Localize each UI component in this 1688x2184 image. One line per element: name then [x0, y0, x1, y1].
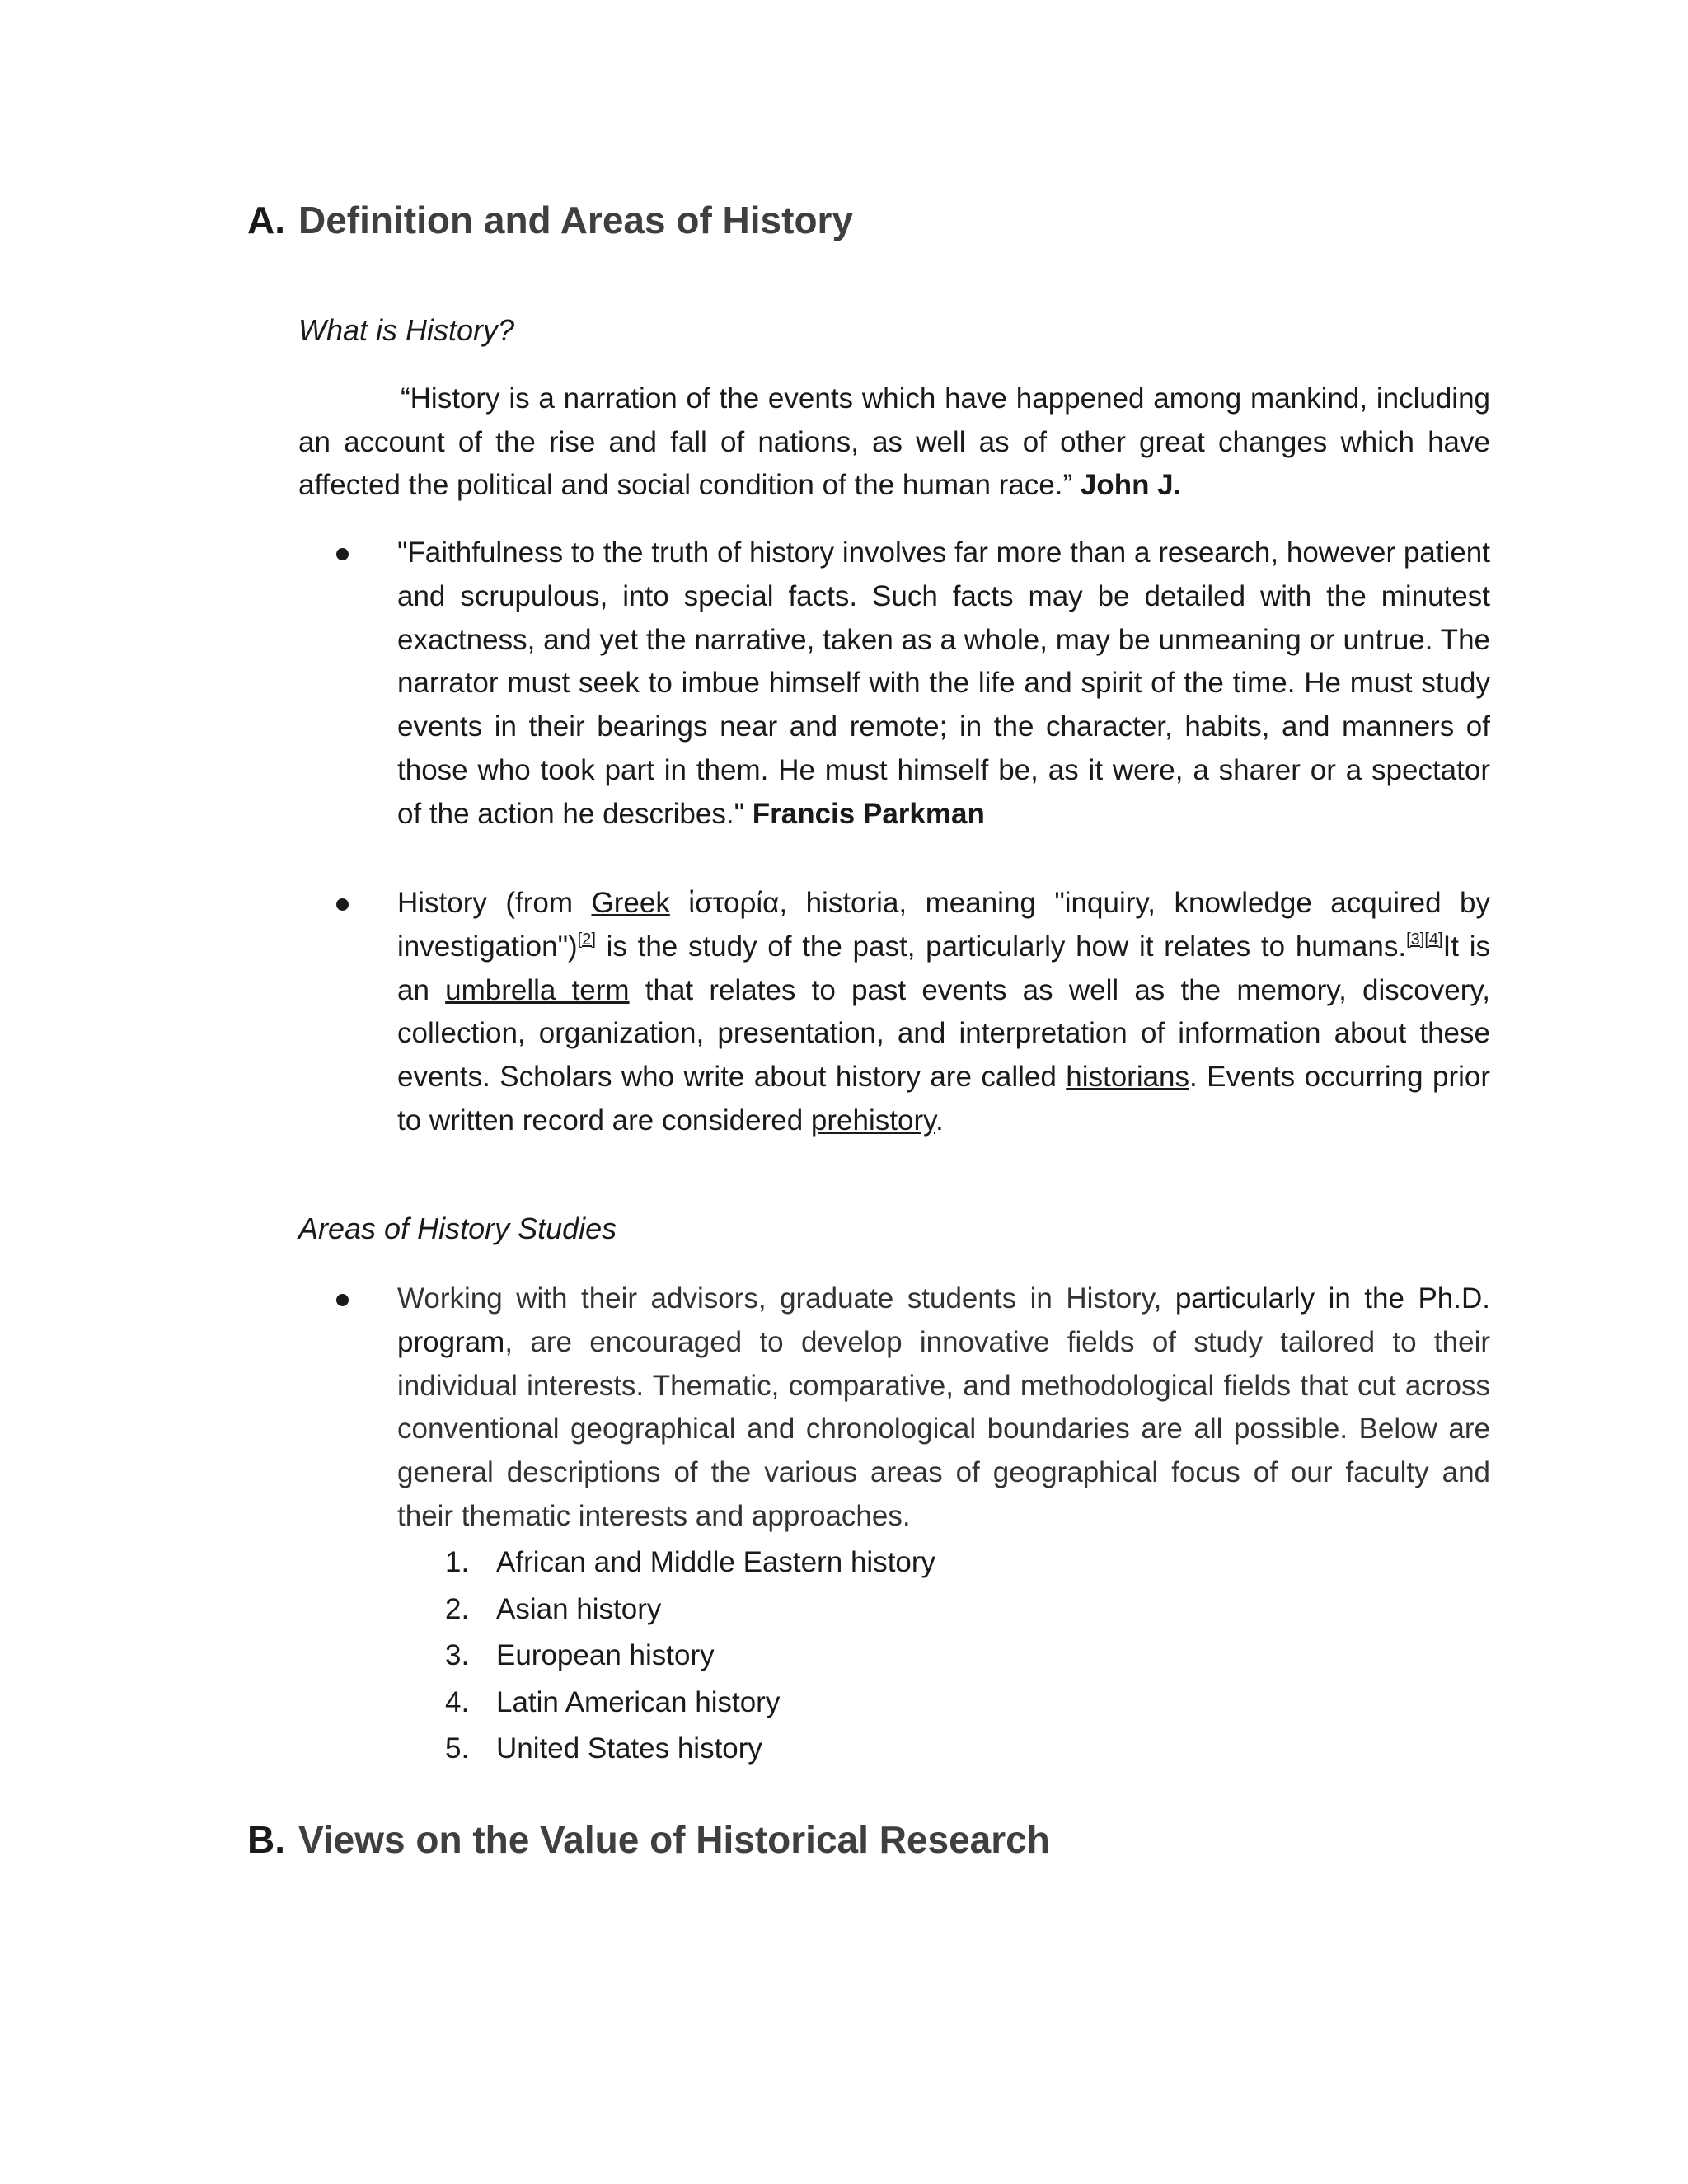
citation-link[interactable]: [3][4]	[1406, 930, 1443, 949]
list-number: 4.	[445, 1685, 470, 1718]
list-label: African and Middle Eastern history	[496, 1546, 936, 1578]
bullet-icon	[336, 898, 349, 911]
history-quote	[298, 377, 1490, 508]
definition-part: that relates to past events as well as the memory, discovery, collection, organization, presentation, and interpretation of information about these events. Scholars who write about history are called	[397, 973, 1491, 1094]
citation-link[interactable]: [2]	[577, 930, 596, 949]
list-item	[445, 1586, 935, 1633]
list-number: 5.	[445, 1732, 470, 1765]
list-item	[445, 1633, 935, 1680]
areas-part: , are encouraged to develop innovative fields of study tailored to their individual interests. Thematic, comparative, and methodological fields that cut across conventional geographical and chronological boundaries are all possible. Below are general descriptions of the various areas of geographical focus of our faculty and their thematic interests and approaches.	[397, 1325, 1490, 1532]
definition-part: History (from	[397, 887, 592, 919]
section-a-letter: A.	[247, 199, 285, 241]
section-a-heading	[247, 198, 853, 242]
list-label: Asian history	[496, 1592, 662, 1625]
areas-list	[445, 1540, 935, 1773]
areas-part: particularly in the Ph.D. program	[397, 1282, 1490, 1358]
quote-author: John J.	[1080, 469, 1182, 501]
areas-part: Working with their advisors, graduate students in History,	[397, 1282, 1175, 1315]
history-definition-text	[397, 882, 1490, 1143]
areas-heading: Areas of History Studies	[298, 1212, 617, 1245]
quote-text: “History is a narration of the events which have happened among mankind, including an account of the rise and fall of nations, as well as of other great changes which have affected the political and social condition of the human race.”	[298, 382, 1490, 501]
definition-part: ἱστορία, historia, meaning "inquiry, knowledge acquired by investigation")	[397, 887, 1491, 963]
parkman-quote	[397, 532, 1490, 837]
list-label: European history	[496, 1639, 715, 1671]
areas-text	[397, 1277, 1490, 1539]
bullet-icon	[336, 1294, 349, 1306]
definition-part: . Events occurring prior to written record are considered	[397, 1061, 1490, 1137]
list-item	[445, 1540, 935, 1586]
list-number: 1.	[445, 1546, 470, 1578]
parkman-author: Francis Parkman	[752, 797, 985, 830]
list-label: United States history	[496, 1732, 762, 1765]
what-is-history-heading: What is History?	[298, 313, 515, 347]
definition-part: .	[935, 1104, 944, 1137]
list-label: Latin American history	[496, 1685, 781, 1718]
definition-part: is the study of the past, particularly how it relates to humans.	[595, 930, 1407, 963]
section-a-title: Definition and Areas of History	[298, 199, 854, 241]
parkman-text: "Faithfulness to the truth of history involves far more than a research, however patient and scrupulous, into special facts. Such facts may be detailed with the minutest exactness, and yet the narrative, taken as a whole, may be unmeaning or untrue. The narrator must seek to imbue himself with the life and spirit of the time. He must study events in their bearings near and remote; in the character, habits, and manners of those who took part in them. He must himself be, as it were, a sharer or a spectator of the action he describes."	[397, 537, 1490, 830]
list-number: 3.	[445, 1639, 470, 1671]
section-b-heading	[247, 1817, 1050, 1862]
list-item	[445, 1726, 935, 1773]
bullet-icon	[336, 548, 349, 560]
section-b-letter: B.	[247, 1818, 285, 1861]
list-item	[445, 1680, 935, 1727]
definition-part: It is an	[397, 930, 1490, 1006]
link-umbrella-term[interactable]: umbrella term	[445, 973, 630, 1006]
link-historians[interactable]: historians	[1066, 1061, 1190, 1094]
list-number: 2.	[445, 1592, 470, 1625]
link-greek[interactable]: Greek	[591, 887, 670, 919]
section-b-title: Views on the Value of Historical Research	[298, 1818, 1050, 1861]
link-prehistory[interactable]: prehistory	[810, 1104, 935, 1137]
